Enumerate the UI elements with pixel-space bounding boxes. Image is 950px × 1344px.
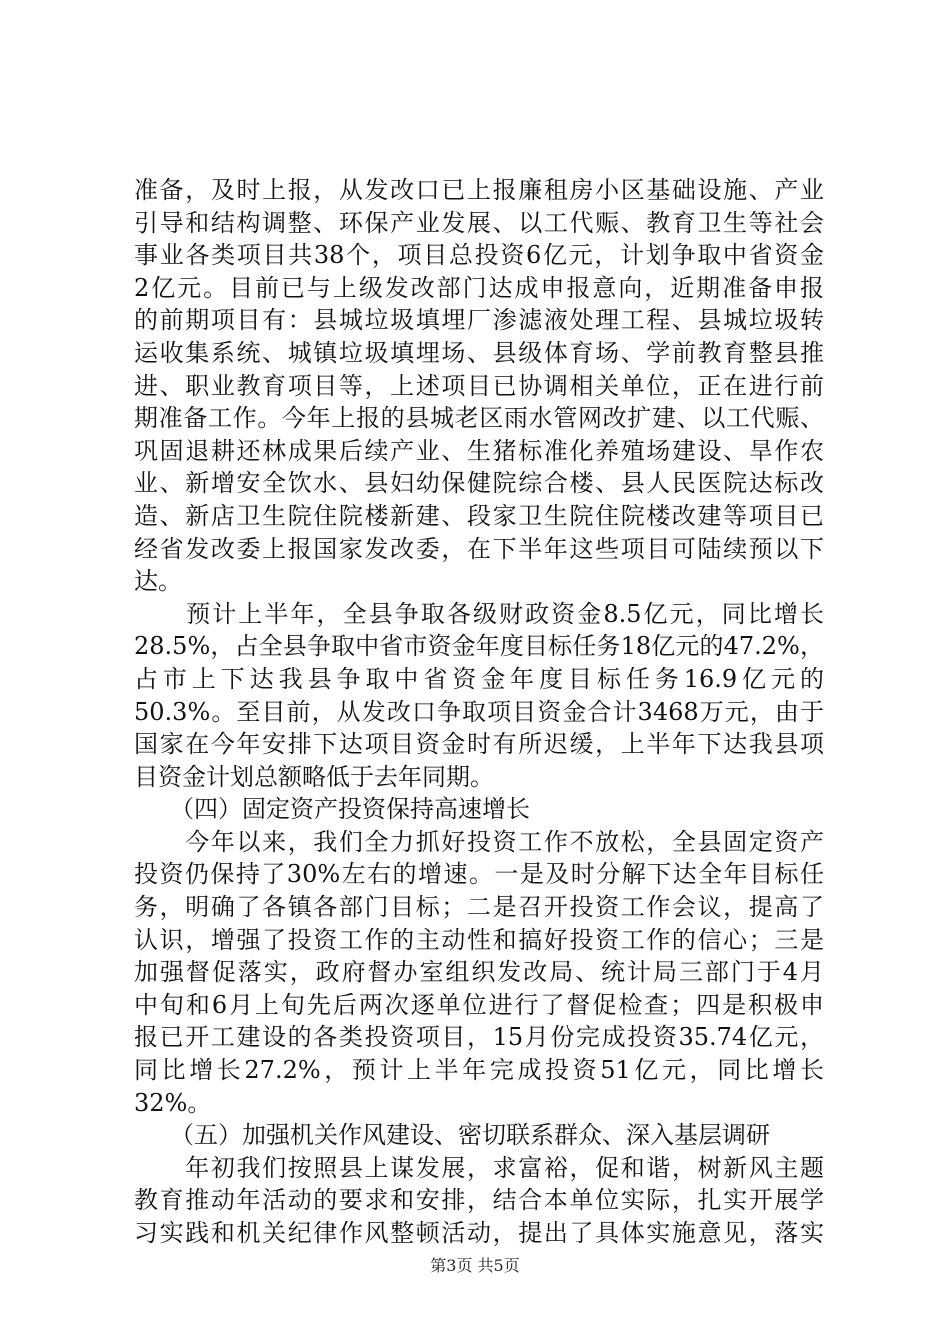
text-line: 28.5%，占全县争取中省市资金年度目标任务18亿元的47.2%， xyxy=(134,632,824,661)
text-line: 事业各类项目共38个，项目总投资6亿元，计划争取中省资金 xyxy=(134,241,824,270)
document-body xyxy=(134,174,824,1250)
text-line: 2亿元。目前已与上级发改部门达成申报意向，近期准备申报 xyxy=(134,273,824,302)
text-line: 运收集系统、城镇垃圾填埋场、县级体育场、学前教育整县推 xyxy=(134,338,824,367)
text-line: 业、新增安全饮水、县妇幼保健院综合楼、县人民医院达标改 xyxy=(134,469,824,498)
text-line: 期准备工作。今年上报的县城老区雨水管网改扩建、以工代赈、 xyxy=(134,404,824,433)
text-line: 教育推动年活动的要求和安排，结合本单位实际，扎实开展学 xyxy=(134,1186,824,1215)
section-heading: （五）加强机关作风建设、密切联系群众、深入基层调研 xyxy=(134,1121,770,1150)
text-line: 加强督促落实，政府督办室组织发改局、统计局三部门于4月 xyxy=(134,958,824,987)
text-line: 同比增长27.2%，预计上半年完成投资51亿元，同比增长 xyxy=(134,1056,824,1085)
text-line: 准备，及时上报，从发改口已上报廉租房小区基础设施、产业 xyxy=(134,176,824,204)
text-line: 认识，增强了投资工作的主动性和搞好投资工作的信心；三是 xyxy=(134,925,824,954)
text-line: 投资仍保持了30%左右的增速。一是及时分解下达全年目标任 xyxy=(134,860,824,889)
text-line: 中旬和6月上旬先后两次逐单位进行了督促检查；四是积极申 xyxy=(134,990,824,1019)
text-line: 务，明确了各镇各部门目标；二是召开投资工作会议，提高了 xyxy=(134,893,824,922)
page-footer: 第3页 共5页 xyxy=(430,1256,520,1275)
text-line: 年初我们按照县上谋发展，求富裕，促和谐，树新风主题 xyxy=(134,1153,824,1182)
text-line: 经省发改委上报国家发改委，在下半年这些项目可陆续预以下 xyxy=(134,534,824,563)
text-line: 达。 xyxy=(134,567,182,596)
text-line: 进、职业教育项目等，上述项目已协调相关单位，正在进行前 xyxy=(134,371,824,400)
text-line: 造、新店卫生院住院楼新建、段家卫生院住院楼改建等项目已 xyxy=(134,501,824,530)
text-line: 预计上半年，全县争取各级财政资金8.5亿元，同比增长 xyxy=(134,599,824,628)
text-line: 32%。 xyxy=(134,1088,212,1117)
text-line: 国家在今年安排下达项目资金时有所迟缓，上半年下达我县项 xyxy=(134,730,824,759)
text-line: 占市上下达我县争取中省资金年度目标任务16.9亿元的 xyxy=(134,664,824,693)
text-line: 报已开工建设的各类投资项目，15月份完成投资35.74亿元， xyxy=(134,1023,824,1052)
text-line: 习实践和机关纪律作风整顿活动，提出了具体实施意见，落实 xyxy=(134,1219,824,1247)
text-line: 目资金计划总额略低于去年同期。 xyxy=(134,762,494,791)
section-heading: （四）固定资产投资保持高速增长 xyxy=(134,795,530,824)
text-line: 巩固退耕还林成果后续产业、生猪标准化养殖场建设、旱作农 xyxy=(134,436,824,465)
text-line: 今年以来，我们全力抓好投资工作不放松，全县固定资产 xyxy=(134,827,824,856)
text-line: 50.3%。至目前，从发改口争取项目资金合计3468万元，由于 xyxy=(134,697,824,726)
text-line: 的前期项目有：县城垃圾填埋厂渗滤液处理工程、县城垃圾转 xyxy=(134,306,824,335)
text-line: 引导和结构调整、环保产业发展、以工代赈、教育卫生等社会 xyxy=(134,208,824,237)
